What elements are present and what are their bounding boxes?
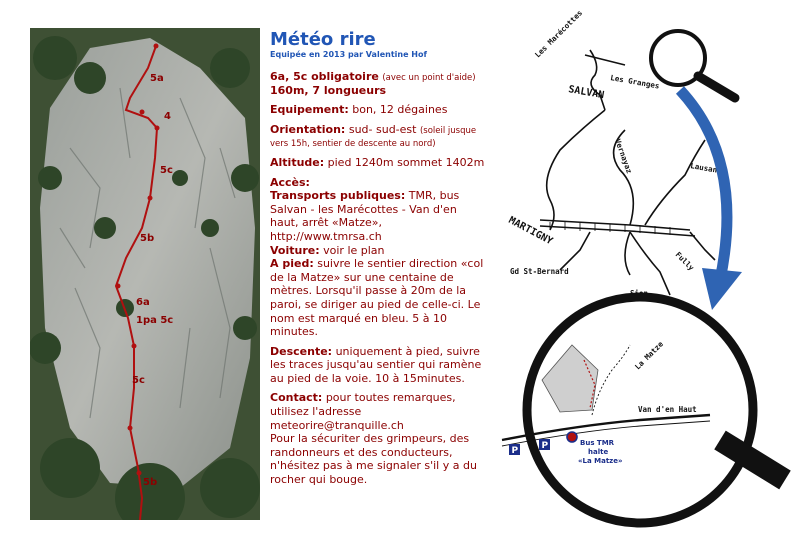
grade-note: (avec un point d'aide) xyxy=(382,73,476,83)
page-title: Météo rire xyxy=(270,29,376,50)
map-label-gd-st-bernard: Gd St-Bernard xyxy=(510,267,569,276)
contact-block xyxy=(270,391,485,486)
magnifier-small-icon xyxy=(651,31,735,98)
descent-value: uniquement à pied, suivre les traces jusqu'au sentier qui ramène au pied de la voie. 10 à 15minutes. xyxy=(270,344,482,385)
equipment-value: bon, 12 dégaines xyxy=(352,103,448,117)
orientation-block xyxy=(270,123,485,150)
grade-main: 6a, 5c obligatoire xyxy=(270,70,379,83)
foot-value: suivre le sentier direction «col de la Matze» sur une centaine de mètres. Lorsqu'il passe à 20m de la paroi, se diriger au pied de celle-ci. Le nom est marqué en bleu. 5 à 10 minutes. xyxy=(270,257,484,339)
map-label-lausanne: Lausanne xyxy=(689,161,727,177)
altitude-label: Altitude: xyxy=(270,155,325,169)
map-label-vernayaz: Vernayaz xyxy=(613,137,634,175)
orientation-note: (soleil jusque vers 15h, sentier de descente au nord) xyxy=(270,125,477,150)
rock-face xyxy=(40,38,255,488)
map-label-fully: Fully xyxy=(673,250,696,273)
bus-label: Bus TMR xyxy=(580,439,615,447)
map-label-granges: Les Granges xyxy=(609,73,661,91)
transport-value: TMR, bus Salvan - les Marécottes - Van d'en haut, arrêt «Matze», http://www.tmrsa.ch xyxy=(270,189,460,243)
orientation-label: Orientation: xyxy=(270,122,346,136)
pitch-grade: 5c xyxy=(132,375,145,386)
parking-label: P xyxy=(541,441,549,451)
pitch-grade: 4 xyxy=(164,111,171,122)
pitch-grade: 5b xyxy=(140,233,155,244)
access-block xyxy=(270,176,485,339)
transport-label: Transports publiques: xyxy=(270,189,406,203)
bus-stop-icon xyxy=(567,432,577,442)
altitude-value: pied 1240m sommet 1402m xyxy=(327,155,485,169)
pitch-grade: 5b xyxy=(143,477,158,488)
orientation-value: sud- sud-est xyxy=(348,122,417,136)
descent-block xyxy=(270,345,485,386)
parking-label: P xyxy=(511,446,519,456)
map-label-la-matze: La Matze xyxy=(633,339,665,372)
bus-label: halte xyxy=(588,448,609,456)
route-photo xyxy=(30,28,260,520)
map-label-van-den-haut: Van d'en Haut xyxy=(638,405,697,414)
contact-value: pour toutes remarques, utilisez l'adresse xyxy=(270,391,456,419)
safety-note: Pour la sécuriter des grimpeurs, des randonneurs et des conducteurs, n'hésitez pas à me signaler s'il y a du rocher qui bouge. xyxy=(270,432,477,487)
car-label: Voiture: xyxy=(270,243,320,257)
map-label-marecottes: Les Marécottes xyxy=(533,10,585,60)
page-subtitle: Equipée en 2013 par Valentine Hof xyxy=(270,50,427,59)
route-description xyxy=(270,30,485,493)
contact-label: Contact: xyxy=(270,391,323,405)
pitch-grade: 1pa 5c xyxy=(136,315,174,326)
zoom-arrow-icon xyxy=(680,90,742,310)
altitude-block xyxy=(270,156,485,170)
map-label-salvan: SALVAN xyxy=(567,84,605,102)
pitch-grade: 5c xyxy=(160,165,173,176)
pitch-grade: 6a xyxy=(136,297,150,308)
descent-label: Descente: xyxy=(270,344,333,358)
pitch-grade: 5a xyxy=(150,73,164,84)
contact-email[interactable]: meteorire@tranquille.ch xyxy=(270,418,404,432)
map-svg xyxy=(480,10,800,540)
topo-svg xyxy=(30,28,260,520)
foot-label: A pied: xyxy=(270,257,314,271)
equipment-label: Equipement: xyxy=(270,103,349,117)
access-label: Accès: xyxy=(270,175,310,189)
map-label-martigny: MARTIGNY xyxy=(506,214,555,248)
access-map xyxy=(480,10,800,540)
equipment-block xyxy=(270,103,485,117)
route-length: 160m, 7 longueurs xyxy=(270,83,387,97)
grade-block xyxy=(270,70,485,97)
bus-label: «La Matze» xyxy=(578,457,623,465)
car-value: voir le plan xyxy=(323,243,385,257)
